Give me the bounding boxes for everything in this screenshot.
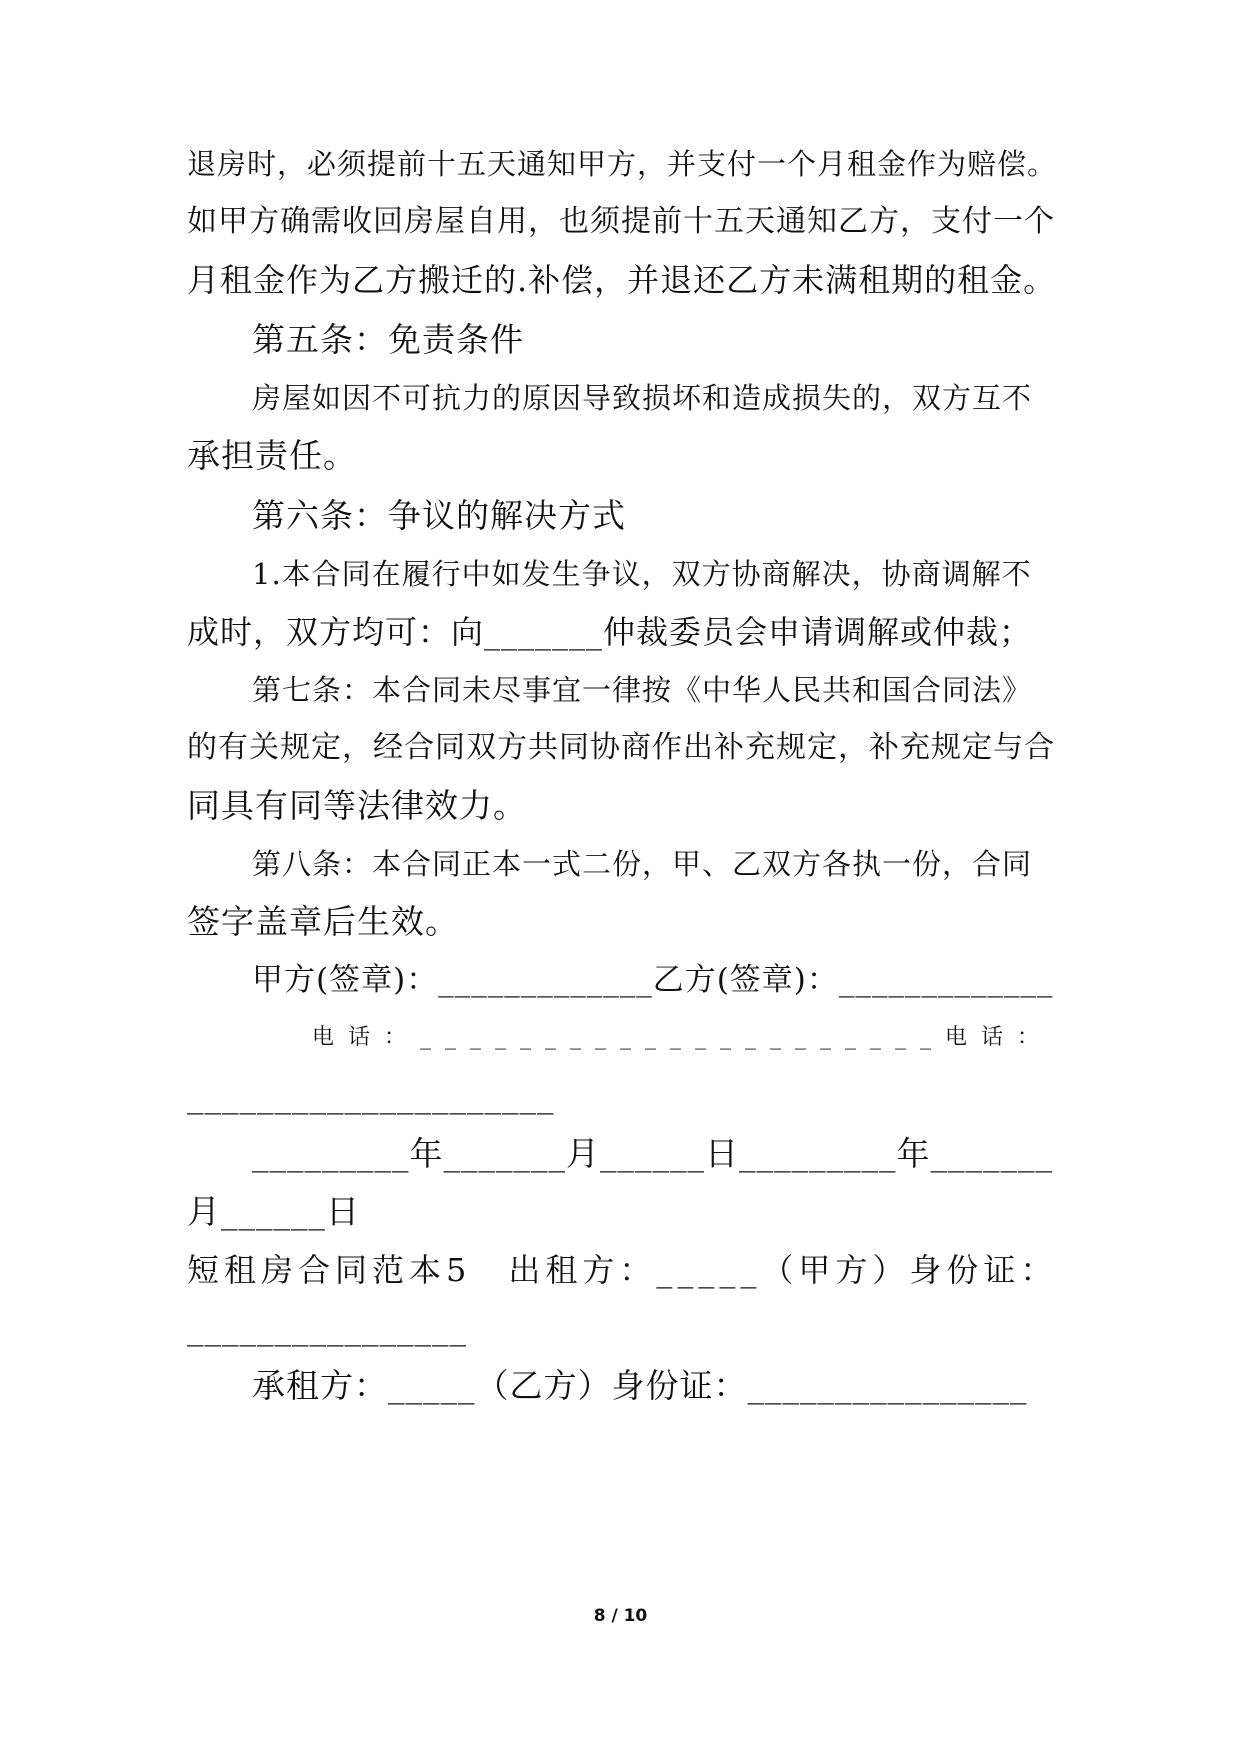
text-line-11: 的有关规定，经合同双方共同协商作出补充规定，补充规定与合 (187, 730, 1055, 765)
text-line-2: 如甲方确需收回房屋自用，也须提前十五天通知乙方，支付一个 (187, 204, 1055, 239)
date-line: _________年_______月______日_________年_______ (252, 1134, 1053, 1173)
text-line-14: 签字盖章后生效。 (187, 902, 459, 941)
clause-6-heading: 第六条：争议的解决方式 (252, 496, 626, 535)
phone-line: 电话：_____________________电话： (312, 1025, 1054, 1050)
phone-blank-line: _____________________ (187, 1076, 555, 1115)
signature-line: 甲方(签章)：_____________乙方(签章)：_____________ (252, 962, 1054, 998)
text-line-9: 成时，双方均可：向_______仲裁委员会申请调解或仲裁； (187, 613, 1033, 651)
id-blank-line: ________________ (187, 1308, 467, 1347)
text-line-6: 承担责任。 (187, 436, 357, 475)
clause-5-heading: 第五条：免责条件 (252, 320, 524, 359)
text-line-12: 同具有同等法律效力。 (187, 786, 527, 825)
date-line-end: 月______日 (187, 1192, 360, 1231)
clause-8-line: 第八条：本合同正本一式二份，甲、乙双方各执一份，合同 (252, 847, 1033, 881)
text-line-1: 退房时，必须提前十五天通知甲方，并支付一个月租金作为赔偿。 (187, 147, 1058, 181)
text-line-8: 1.本合同在履行中如发生争议，双方协商解决，协商调解不 (252, 557, 1032, 591)
page-number: 8 / 10 (593, 1606, 648, 1626)
text-line-3: 月租金作为乙方搬迁的.补偿，并退还乙方未满租期的租金。 (187, 261, 1057, 299)
text-line-5: 房屋如因不可抗力的原因导致损坏和造成损失的，双方互不 (252, 381, 1033, 415)
sample-5-heading-line: 短租房合同范本5 出租方：_____（甲方）身份证： (187, 1251, 1058, 1289)
clause-7-line: 第七条：本合同未尽事宜一律按《中华人民共和国合同法》 (252, 673, 1033, 707)
tenant-line: 承租方：_____（乙方）身份证：________________ (252, 1366, 1028, 1405)
